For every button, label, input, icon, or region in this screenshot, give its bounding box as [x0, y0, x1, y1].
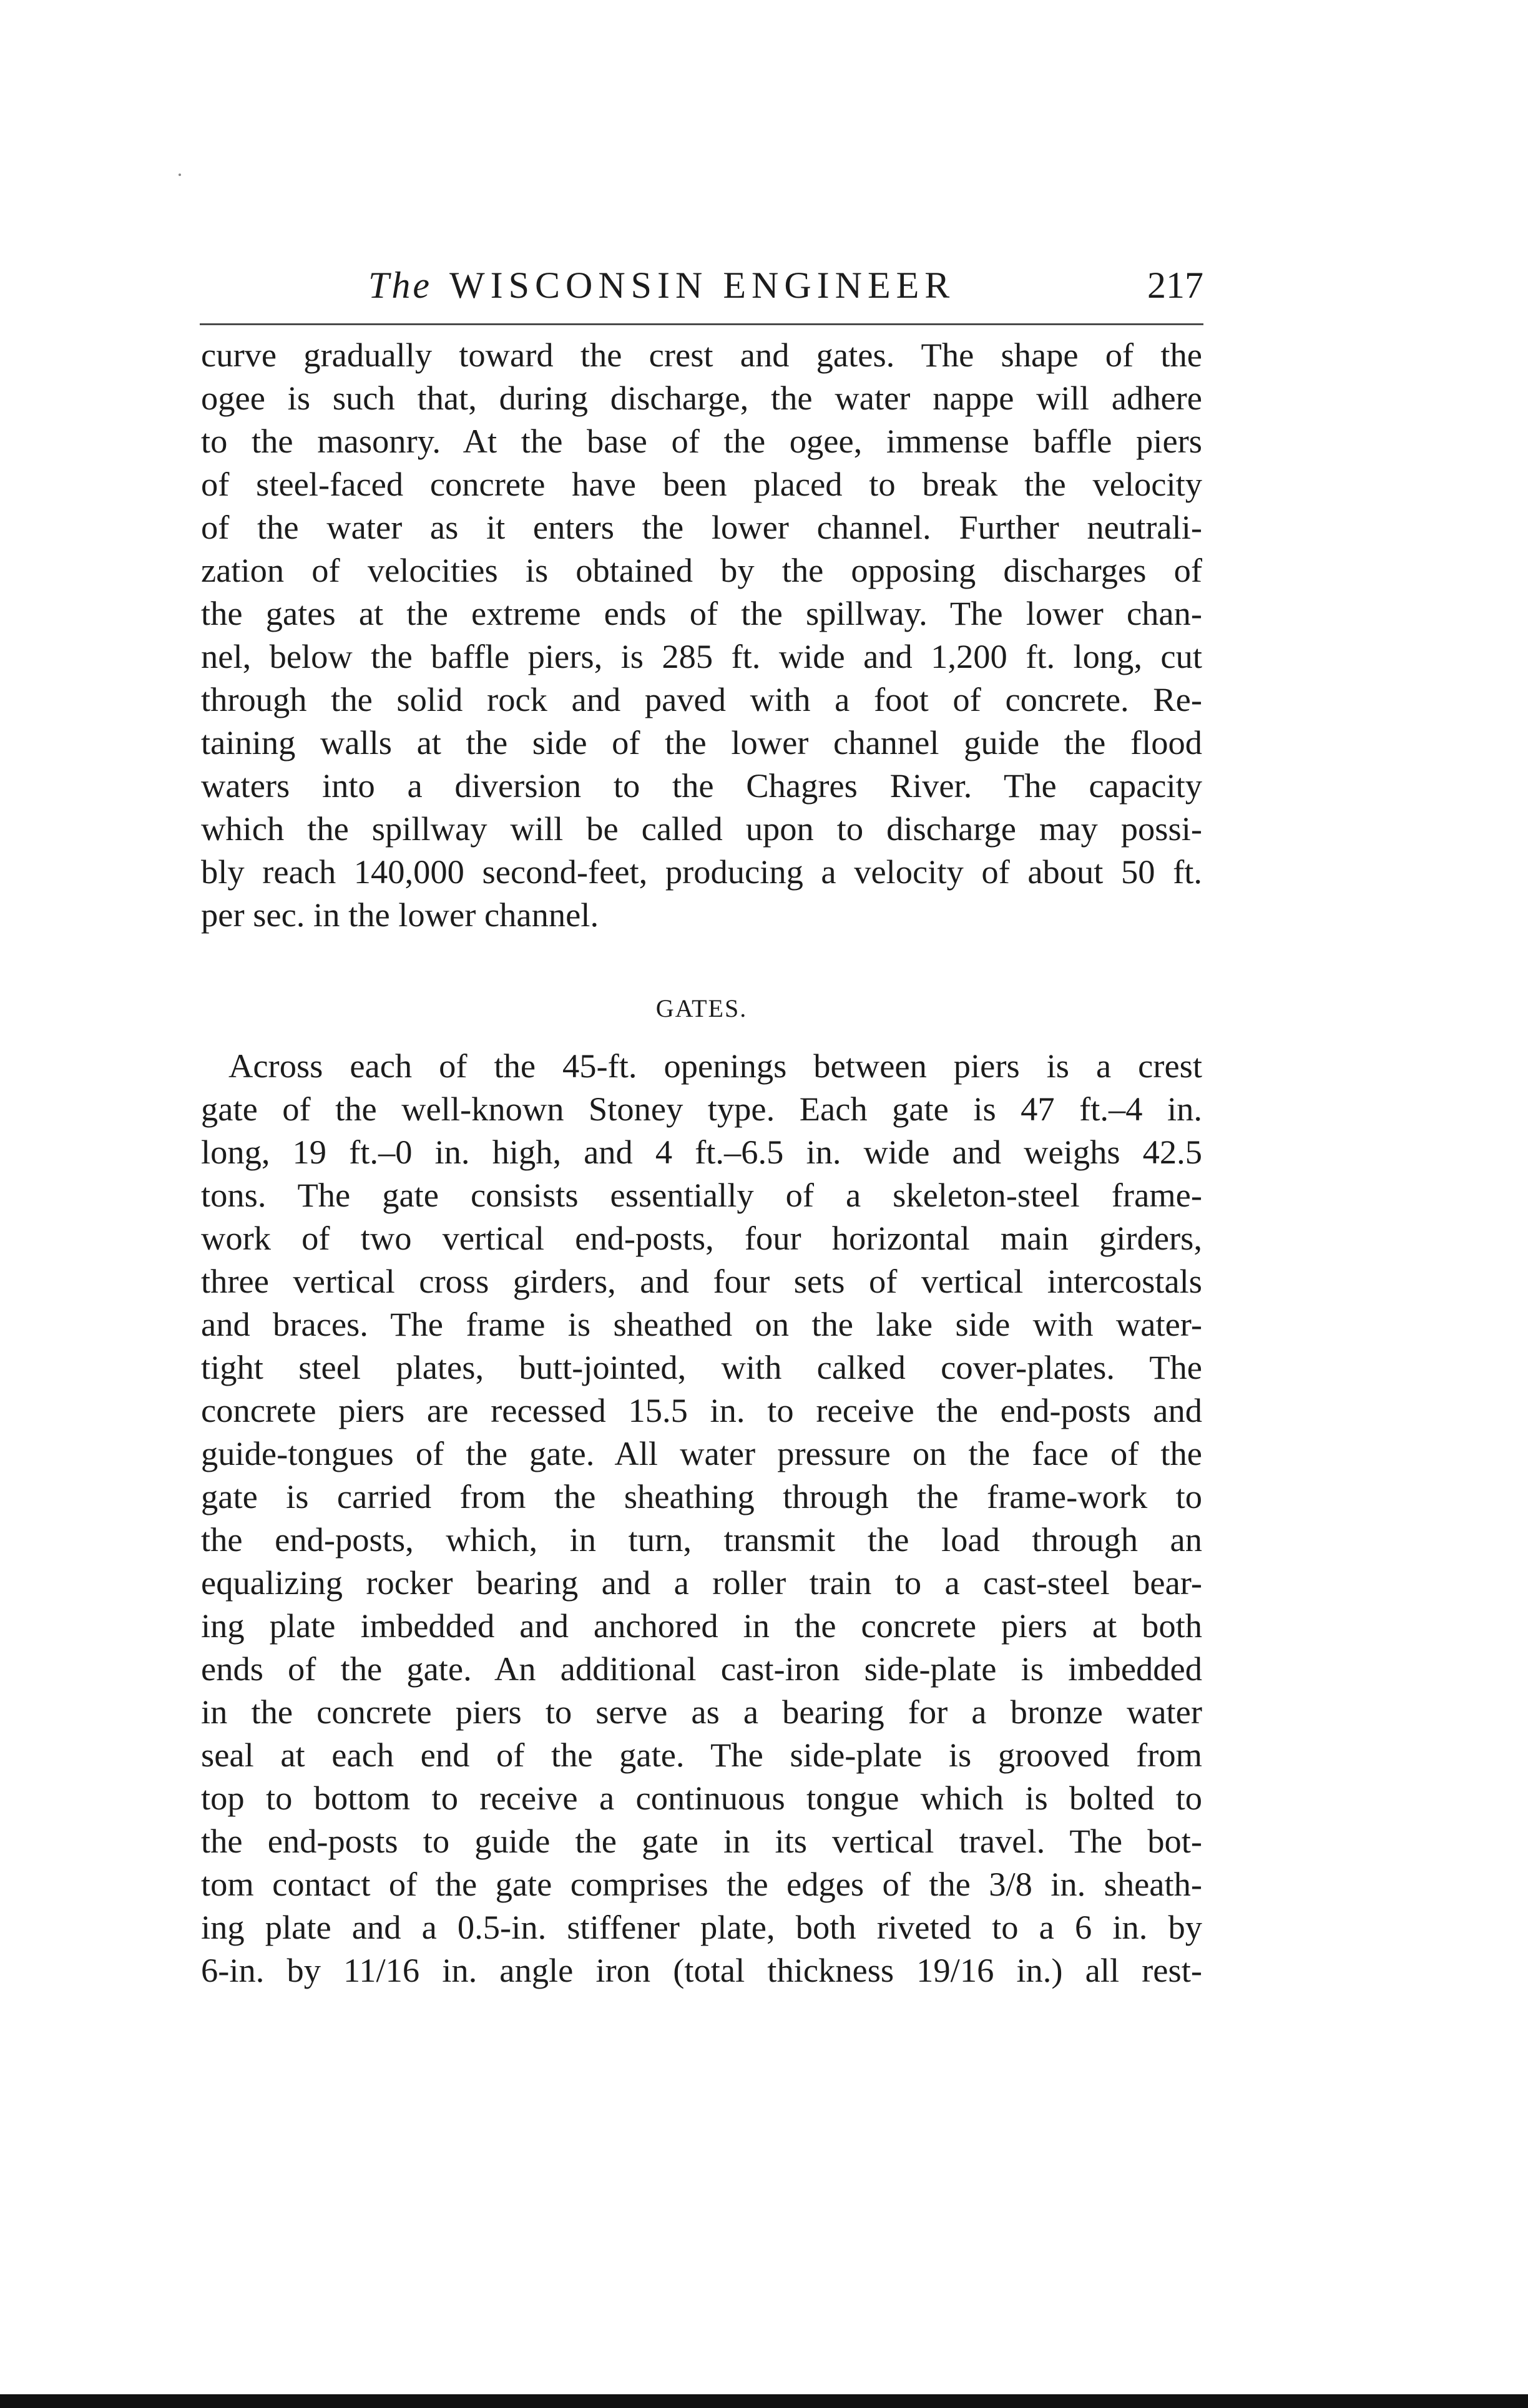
journal-title: [368, 257, 955, 313]
scan-speck: [179, 174, 181, 176]
text-line: ing plate imbedded and anchored in the concrete piers at both: [201, 1607, 1202, 1645]
text-line: of the water as it enters the lower channel. Further neutrali-: [201, 508, 1202, 546]
text-line: seal at each end of the gate. The side-plate is grooved from: [201, 1736, 1202, 1774]
text-line: zation of velocities is obtained by the opposing discharges of: [201, 551, 1202, 589]
text-line: gate is carried from the sheathing through the frame-work to: [201, 1477, 1202, 1515]
text-line: to the masonry. At the base of the ogee, immense baffle piers: [201, 422, 1202, 460]
text-line: taining walls at the side of the lower channel guide the flood: [201, 723, 1202, 761]
text-line: work of two vertical end-posts, four horizontal main girders,: [201, 1219, 1202, 1257]
text-line: bly reach 140,000 second-feet, producing a velocity of about 50 ft.: [201, 853, 1202, 891]
text-line: equalizing rocker bearing and a roller train to a cast-steel bear-: [201, 1564, 1202, 1602]
text-line: ends of the gate. An additional cast-iron side-plate is imbedded: [201, 1650, 1202, 1688]
text-line: ing plate and a 0.5-in. stiffener plate, both riveted to a 6 in. by: [201, 1908, 1202, 1946]
text-line: guide-tongues of the gate. All water pressure on the face of the: [201, 1434, 1202, 1472]
text-line: 6-in. by 11/16 in. angle iron (total thickness 19/16 in.) all rest-: [201, 1951, 1202, 1989]
text-line: ogee is such that, during discharge, the water nappe will adhere: [201, 379, 1202, 417]
page-number: 217: [1147, 265, 1203, 306]
text-line: gate of the well-known Stoney type. Each gate is 47 ft.–4 in.: [201, 1090, 1202, 1128]
text-line: concrete piers are recessed 15.5 in. to receive the end-posts and: [201, 1391, 1202, 1429]
running-header: [200, 257, 1203, 313]
text-line: tight steel plates, butt-jointed, with calked cover-plates. The: [201, 1348, 1202, 1386]
header-rule: [200, 323, 1203, 325]
text-line: in the concrete piers to serve as a bearing for a bronze water: [201, 1693, 1202, 1731]
text-line: long, 19 ft.–0 in. high, and 4 ft.–6.5 in. wide and weighs 42.5: [201, 1133, 1202, 1171]
text-line: through the solid rock and paved with a foot of concrete. Re-: [201, 680, 1202, 718]
paragraph-gates: [201, 1044, 1202, 1992]
text-line: three vertical cross girders, and four sets of vertical intercostals: [201, 1262, 1202, 1300]
text-line: the end-posts to guide the gate in its vertical travel. The bot-: [201, 1822, 1202, 1860]
text-line: per sec. in the lower channel.: [201, 896, 599, 934]
text-line: and braces. The frame is sheathed on the lake side with water-: [201, 1305, 1202, 1343]
text-line: tom contact of the gate comprises the edges of the 3/8 in. sheath-: [201, 1865, 1202, 1903]
paragraph-spillway: [201, 333, 1202, 936]
text-line: curve gradually toward the crest and gates. The shape of the: [201, 336, 1202, 374]
text-line: of steel-faced concrete have been placed to break the velocity: [201, 465, 1202, 503]
scan-bottom-edge: [0, 2394, 1528, 2408]
text-line: which the spillway will be called upon to discharge may possi-: [201, 810, 1202, 848]
journal-title-the: The: [368, 265, 432, 306]
text-line: the gates at the extreme ends of the spillway. The lower chan-: [201, 594, 1202, 632]
text-line: top to bottom to receive a continuous tongue which is bolted to: [201, 1779, 1202, 1817]
text-line: nel, below the baffle piers, is 285 ft. wide and 1,200 ft. long, cut: [201, 637, 1202, 675]
section-heading-gates: GATES.: [655, 994, 748, 1022]
text-line: tons. The gate consists essentially of a skeleton-steel frame-: [201, 1176, 1202, 1214]
journal-title-name: WISCONSIN ENGINEER: [449, 265, 956, 306]
text-line: waters into a diversion to the Chagres River. The capacity: [201, 766, 1202, 805]
text-line: the end-posts, which, in turn, transmit the load through an: [201, 1520, 1202, 1559]
text-line: Across each of the 45-ft. openings between piers is a crest: [228, 1047, 1202, 1085]
